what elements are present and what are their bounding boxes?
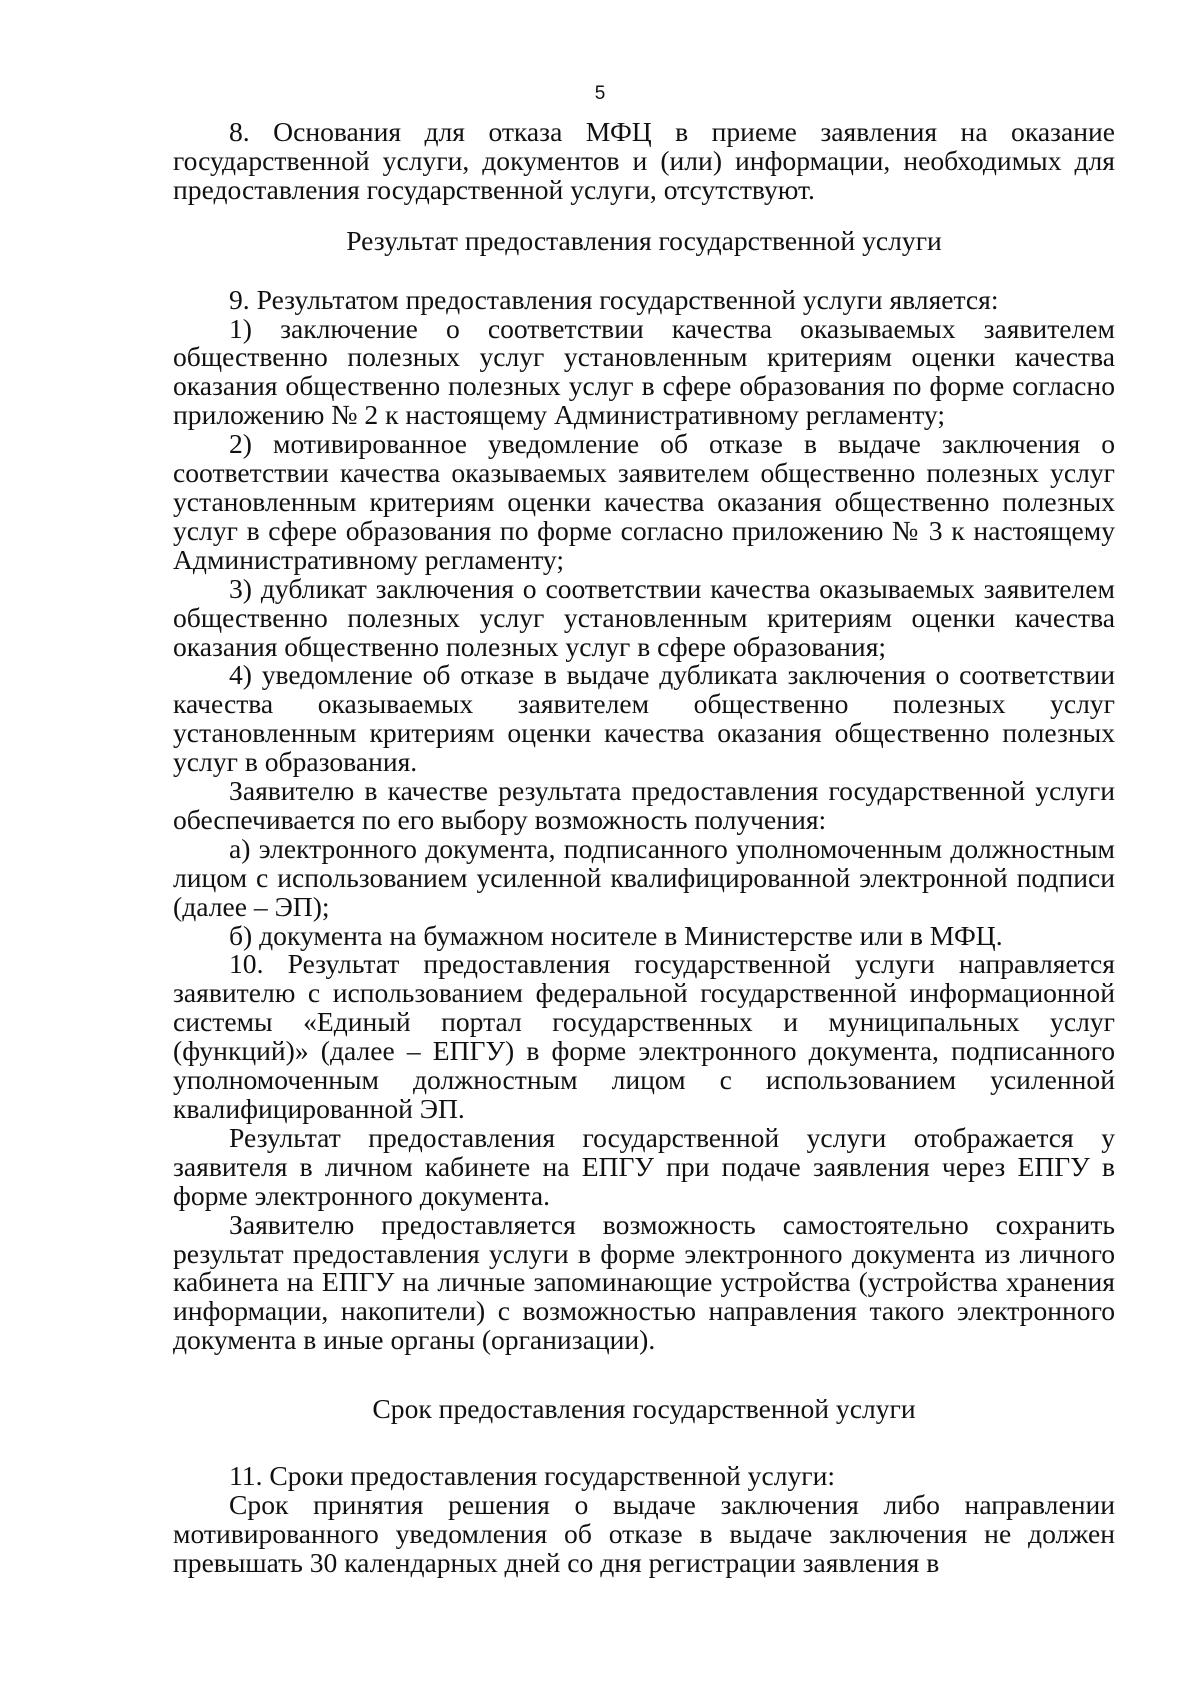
list-item-1: 1) заключение о соответствии качества оказываемых заявителем общественно полезных услуг установленным критериям оценки качества оказания общественно полезных услуг в сфере образования по форме согласно приложению № 2 к настоящему Административному регламенту; — [173, 312, 1115, 431]
spacer — [173, 1355, 1115, 1395]
paragraph-term-decision: Срок принятия решения о выдаче заключения либо направлении мотивированного уведомления об отказе в выдаче заключения не должен превышать 30 календарных дней со дня регистрации заявления в — [173, 1488, 1115, 1578]
list-item-4: 4) уведомление об отказе в выдаче дубликата заключения о соответствии качества оказываемых заявителем общественно полезных услуг установленным критериям оценки качества оказания общественно полезных услуг в образования. — [173, 659, 1115, 778]
spacer — [173, 256, 1115, 286]
paragraph-11: 11. Сроки предоставления государственной услуги: — [229, 1460, 836, 1492]
paragraph-result-display: Результат предоставления государственной услуги отображается у заявителя в личном кабинете на ЕПГУ при подаче заявления через ЕПГУ в форме электронного документа. — [173, 1121, 1115, 1211]
paragraph-9: 9. Результатом предоставления государственной услуги является: — [229, 283, 999, 315]
page-number: 5 — [594, 83, 606, 104]
list-item-a: а) электронного документа, подписанного уполномоченным должностным лицом с использованием усиленной квалифицированной электронной подписи (далее – ЭП); — [173, 832, 1115, 922]
spacer — [173, 205, 1115, 227]
document-body — [173, 118, 1115, 1578]
paragraph-result-save: Заявителю предоставляется возможность самостоятельно сохранить результат предоставления услуги в форме электронного документа из личного кабинета на ЕПГУ на личные запоминающие устройства (устройства хранения информации, накопители) с возможностью направления такого электронного документа в иные органы (организации). — [173, 1208, 1115, 1356]
list-item-b: б) документа на бумажном носителе в Министерстве или в МФЦ. — [229, 919, 1003, 951]
section-heading-result: Результат предоставления государственной услуги — [346, 224, 942, 256]
list-item-3: 3) дубликат заключения о соответствии качества оказываемых заявителем общественно полезных услуг установленным критериям оценки качества оказания общественно полезных услуг в сфере образования; — [173, 572, 1115, 662]
spacer — [173, 1424, 1115, 1462]
paragraph-8: 8. Основания для отказа МФЦ в приеме заявления на оказание государственной услуги, документов и (или) информации, необходимых для предоставления государственной услуги, отсутствуют. — [173, 116, 1115, 205]
paragraph-10: 10. Результат предоставления государственной услуги направляется заявителю с использованием федеральной государственной информационной системы «Единый портал государственных и муниципальных услуг (функций)» (далее – ЕПГУ) в форме электронного документа, подписанного уполномоченным должностным лицом с использованием усиленной квалифицированной ЭП. — [173, 948, 1115, 1124]
section-heading-term: Срок предоставления государственной услуги — [372, 1393, 916, 1425]
paragraph-receipt-options: Заявителю в качестве результата предоставления государственной услуги обеспечивается по его выбору возможность получения: — [173, 775, 1115, 835]
list-item-2: 2) мотивированное уведомление об отказе в выдаче заключения о соответствии качества оказываемых заявителем общественно полезных услуг установленным критериям оценки качества оказания общественно полезных услуг в сфере образования по форме согласно приложению № 3 к настоящему Административному регламенту; — [173, 428, 1115, 575]
